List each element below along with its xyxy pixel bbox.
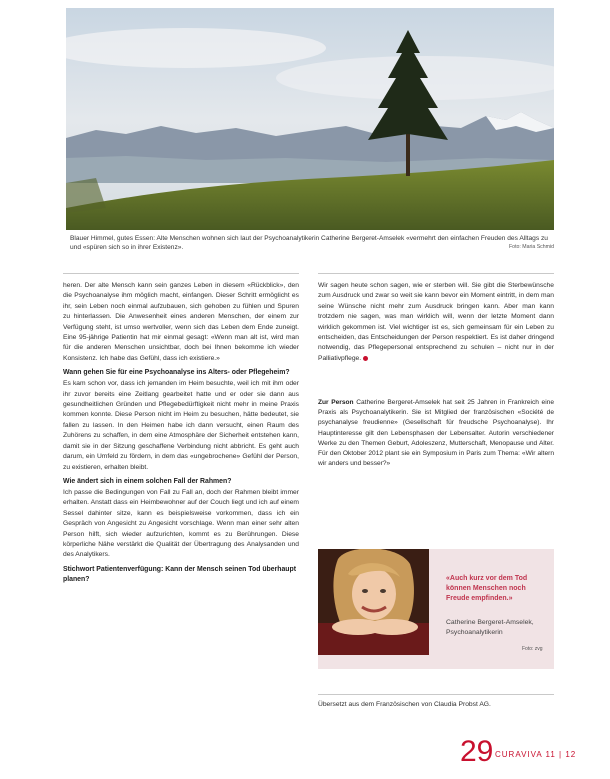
right-column	[318, 281, 554, 368]
question-heading: Wann gehen Sie für eine Psychoanalyse ins Alters- oder Pflegeheim?	[63, 369, 290, 377]
author-bio	[318, 398, 554, 469]
portrait-credit: Foto: zvg	[522, 646, 543, 652]
paragraph: Es kam schon vor, dass ich jemanden im Heim besuchte, weil ich mit ihm oder ihr zuvor bereits eine Zeitlang gearbeitet hatte und er oder sie dann aus gesundheitlichen Gründen und Pflegebedürftigkeit nicht mehr in meine Praxis kommen konnte. Diese Person nicht im Heim zu besuchen, hätte bedeutet, sie fallen zu lassen. In den Heimen habe ich dann versucht, einen Raum des Zuhörens zu schaffen, in dem eine Atmosphäre der Sicherheit entstehen kann, damit sie in der Sitzung geschaffene Verbindung nicht abbricht. Es geht auch darum, ein Umfeld zu fördern, in dem das «ungebrochene» Gefühl der Person, zu existieren, erhalten bleibt.	[63, 380, 299, 471]
portrait-illustration	[318, 549, 429, 655]
question-heading: Stichwort Patientenverfügung: Kann der Mensch seinen Tod überhaupt planen?	[63, 565, 297, 583]
divider-right	[318, 273, 554, 274]
paragraph: heren. Der alte Mensch kann sein ganzes Leben in diesem «Rückblick», den die Psychoanalyse ihm möglich macht, einfangen. Dieser Schritt ermöglicht es ihr, sein Leben noch einmal aufzubauen, sich gehoben zu fühlen und Spuren zu hinterlassen. Die Anwesenheit eines anderen Menschen, der einem zur Verfügung steht, ist umso wertvoller, wenn sich das Leben dem Ende zuneigt. Eine 95-jährige Patientin hat mir einmal gesagt: «Wenn man alt ist, wird man für die anderen Menschen unsichtbar, doch bei Ihnen bekomme ich wieder Konsistenz. Ich habe das Gefühl, dass ich existiere.»	[63, 282, 299, 362]
translation-note: Übersetzt aus dem Französischen von Claudia Probst AG.	[318, 701, 491, 708]
paragraph	[318, 281, 554, 364]
caption-text: Blauer Himmel, gutes Essen: Alte Menschen wohnen sich laut der Psychoanalytikerin Catherine Bergeret-Amselek «vermehrt den einfachen Freuden des Alltags zu und «spüren sich so in ihrer Existenz».	[70, 235, 548, 251]
paragraph: Ich passe die Bedingungen von Fall zu Fall an, doch der Rahmen bleibt immer erhalten. Anstatt dass ein Heimbewohner auf der Couch liegt und ich auf einem Sessel dahinter sitze, kann es beispielsweise vorkommen, dass ich ein Gespräch von Angesicht zu Angesicht vorschlage. Wenn man einer sehr alten Person hilft, sich wieder aufzurichten, kommt es zu Berührungen. Diese körperliche Nähe verstärkt die Qualität der Übertragung des Analysanden und des Analytikers.	[63, 488, 299, 559]
left-column	[63, 281, 299, 586]
person-name: Catherine Bergeret-Amselek,	[446, 619, 534, 626]
photo-caption	[70, 234, 554, 252]
end-mark-icon	[363, 356, 368, 361]
pull-quote: «Auch kurz vor dem Tod können Menschen noch Freude empfinden.»	[446, 575, 528, 602]
person-role: Psychoanalytikerin	[446, 629, 503, 636]
portrait-photo	[318, 549, 429, 655]
bio-label: Zur Person	[318, 399, 354, 406]
divider-left	[63, 273, 299, 274]
portrait-name	[446, 618, 550, 638]
magazine-brand: CURAVIVA 11 | 12	[495, 750, 577, 759]
page-number: 29	[460, 735, 494, 768]
bio-text: Catherine Bergeret-Amselek hat seit 25 Jahren in Frankreich eine Praxis als Psychoanalytikerin. Sie ist Mitglied der französischen «Société de psychanalyse freudienne» (Gesellschaft für freudsche Psychoanalyse). Ihr Hauptinteresse gilt den Lebensphasen der Lebensalter. Autorin verschiedener Werke zu den Themen Geburt, Adoleszenz, Mutterschaft, Menopause und Alter. Für den Oktober 2012 plant sie ein Symposium in Paris zum Thema: «Wir altern wir anders und besser?»	[318, 399, 554, 468]
divider-bottom	[318, 694, 554, 695]
question-heading: Wie ändert sich in einem solchen Fall der Rahmen?	[63, 477, 232, 485]
landscape-illustration	[66, 8, 554, 230]
hero-photo	[66, 8, 554, 230]
photo-credit: Foto: Maria Schmid	[509, 244, 554, 250]
paragraph-text: Wir sagen heute schon sagen, wie er sterben will. Sie gibt die Sterbewünsche zum Ausdruck und zwar so weit sie kann bevor ein Moment eintritt, in dem man seine Wünsche nicht mehr zum Ausdruck bringen kann. Aber man kann trotzdem nie sagen, was man wirklich will, wenn der letzte Moment dann wirklich gekommen ist. Viel wichtiger ist es, sich gemeinsam für ein Leben zu entscheiden, das Entscheidungen der Person respektiert. Es ist daher dringend notwendig, das Pflegepersonal entsprechend zu schulen – nicht nur in der Palliativpflege.	[318, 282, 554, 362]
